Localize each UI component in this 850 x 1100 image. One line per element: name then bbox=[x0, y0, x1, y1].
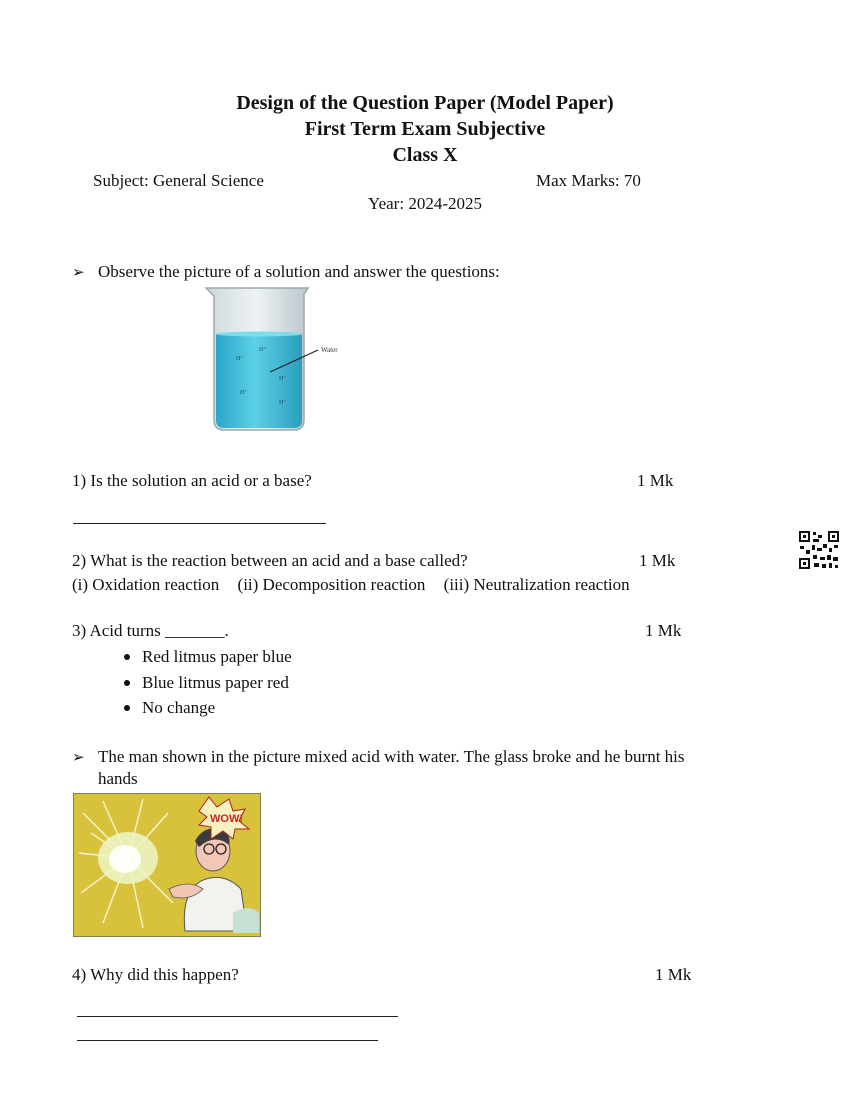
question-2-marks: 1 Mk bbox=[639, 551, 676, 570]
ion-label: H⁺ bbox=[279, 376, 287, 382]
ion-label: H⁺ bbox=[236, 356, 244, 362]
answer-line[interactable] bbox=[77, 1016, 398, 1017]
section2-instruction-line1: The man shown in the picture mixed acid with water. The glass broke and he burnt his bbox=[98, 747, 685, 766]
paper-title: Design of the Question Paper (Model Paper) bbox=[236, 92, 614, 114]
question-1-text: 1) Is the solution an acid or a base? bbox=[72, 471, 312, 490]
acid-accident-illustration bbox=[73, 793, 261, 937]
max-marks: Max Marks: 70 bbox=[536, 171, 641, 190]
subject-label: Subject: General Science bbox=[93, 171, 264, 190]
question-2-options bbox=[72, 575, 644, 595]
question-3-marks: 1 Mk bbox=[645, 621, 682, 640]
option-decomposition[interactable]: (ii) Decomposition reaction bbox=[237, 575, 426, 594]
year-label: Year: 2024-2025 bbox=[368, 194, 482, 213]
question-1-marks: 1 Mk bbox=[637, 471, 674, 490]
option-oxidation[interactable]: (i) Oxidation reaction bbox=[72, 575, 220, 594]
option-red-to-blue[interactable]: Red litmus paper blue bbox=[120, 644, 292, 670]
arrow-bullet-icon: ➢ bbox=[72, 750, 85, 766]
exam-subtitle: First Term Exam Subjective bbox=[304, 118, 546, 140]
question-4-marks: 1 Mk bbox=[655, 965, 692, 984]
question-2-text: 2) What is the reaction between an acid and a base called? bbox=[72, 551, 468, 570]
arrow-bullet-icon: ➢ bbox=[72, 265, 85, 281]
question-3-options bbox=[120, 644, 292, 721]
question-4-text: 4) Why did this happen? bbox=[72, 965, 239, 984]
option-blue-to-red[interactable]: Blue litmus paper red bbox=[120, 670, 292, 696]
class-label: Class X bbox=[392, 144, 458, 166]
option-no-change[interactable]: No change bbox=[120, 695, 292, 721]
ion-label: H⁺ bbox=[279, 400, 287, 406]
answer-line[interactable] bbox=[77, 1040, 378, 1041]
beaker-illustration bbox=[200, 284, 350, 436]
comic-exclamation: WOW! bbox=[210, 813, 243, 825]
answer-line[interactable] bbox=[73, 523, 326, 524]
qr-code-icon bbox=[798, 530, 840, 570]
water-label: Water bbox=[321, 346, 338, 354]
section2-instruction-line2: hands bbox=[98, 769, 138, 788]
question-3-text: 3) Acid turns _______. bbox=[72, 621, 229, 640]
ion-label: H⁺ bbox=[259, 347, 267, 353]
ion-label: H⁺ bbox=[240, 390, 248, 396]
option-neutralization[interactable]: (iii) Neutralization reaction bbox=[443, 575, 630, 594]
section1-instruction: Observe the picture of a solution and answer the questions: bbox=[98, 262, 500, 281]
